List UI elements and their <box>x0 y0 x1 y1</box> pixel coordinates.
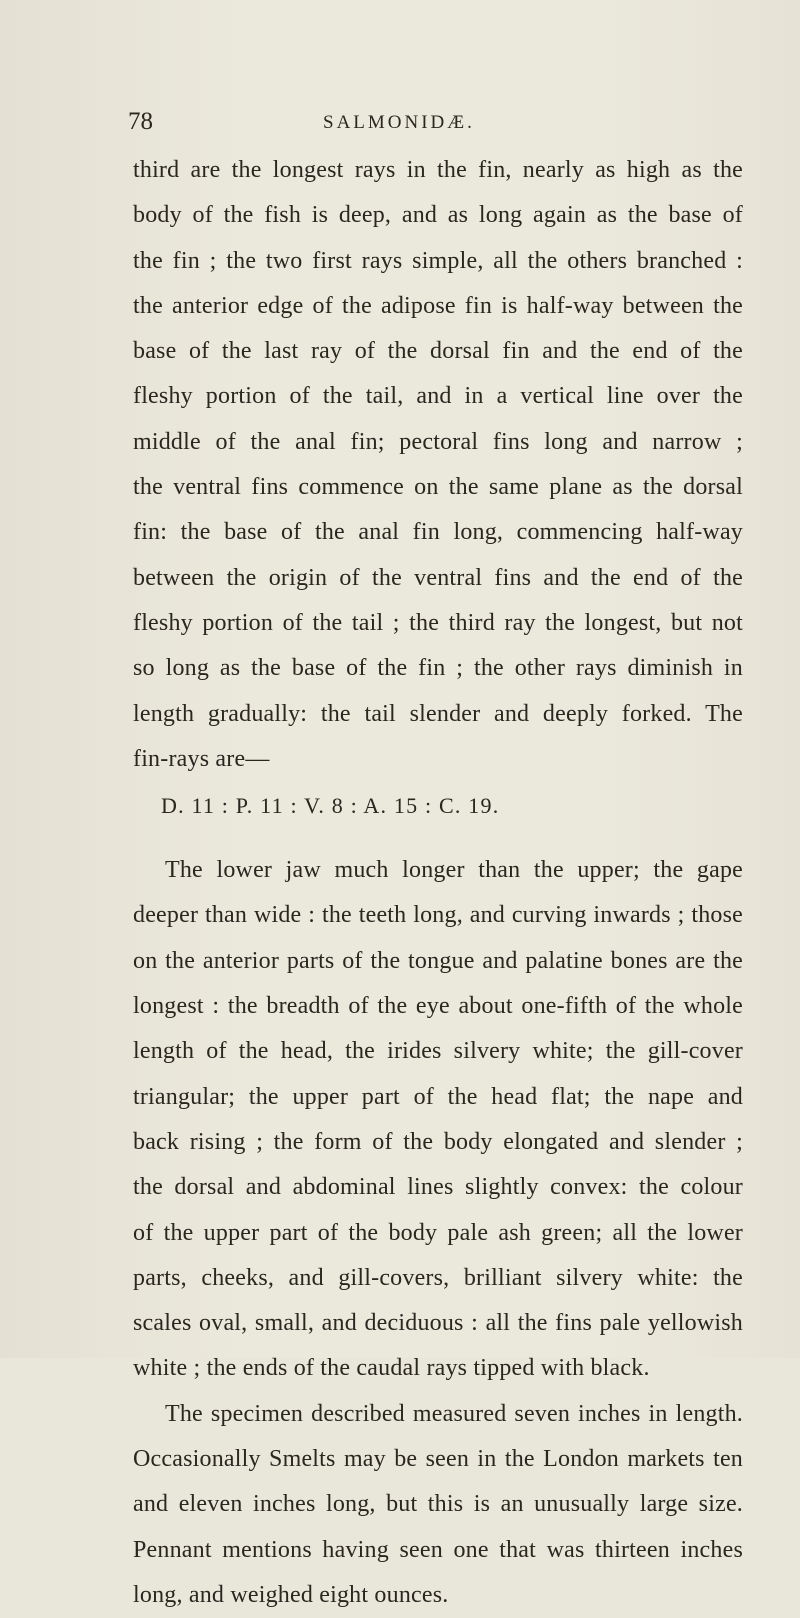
running-title: SALMONIDÆ. <box>323 112 475 133</box>
text-line: the fin ; the two first rays simple, all the others branched : <box>133 247 743 274</box>
text-line: Occasionally Smelts may be seen in the London markets ten <box>133 1446 743 1473</box>
page-header <box>128 108 728 138</box>
text-line: on the anterior parts of the tongue and palatine bones are the <box>133 947 743 974</box>
text-line: base of the last ray of the dorsal fin and the end of the <box>133 338 743 365</box>
text-line: between the origin of the ventral fins and the end of the <box>133 564 743 591</box>
text-line: middle of the anal fin; pectoral fins long and narrow ; <box>133 428 743 455</box>
text-line: triangular; the upper part of the head flat; the nape and <box>133 1083 743 1110</box>
text-line: scales oval, small, and deciduous : all the fins pale yellowish <box>133 1310 743 1337</box>
text-line: the ventral fins commence on the same plane as the dorsal <box>133 474 743 501</box>
body-text <box>133 148 743 1618</box>
text-line: long, and weighed eight ounces. <box>133 1581 449 1608</box>
page-number: 78 <box>128 108 153 135</box>
text-line: fin-rays are— <box>133 745 270 772</box>
paragraph-fin-description <box>133 148 743 782</box>
text-line: length gradually: the tail slender and deeply forked. The <box>133 700 743 727</box>
text-line: the anterior edge of the adipose fin is half-way between the <box>133 292 743 319</box>
text-line: longest : the breadth of the eye about one-fifth of the whole <box>133 993 743 1020</box>
text-line: fleshy portion of the tail ; the third ray the longest, but not <box>133 609 743 636</box>
text-line: the dorsal and abdominal lines slightly convex: the colour <box>133 1174 743 1201</box>
text-line: deeper than wide : the teeth long, and curving inwards ; those <box>133 902 743 929</box>
paragraph-specimen-size <box>133 1392 743 1618</box>
text-line: parts, cheeks, and gill-covers, brilliant silvery white: the <box>133 1264 743 1291</box>
text-line: Pennant mentions having seen one that was thirteen inches <box>133 1536 743 1563</box>
text-line: white ; the ends of the caudal rays tipped with black. <box>133 1355 650 1382</box>
text-line: The lower jaw much longer than the upper; the gape <box>165 857 743 884</box>
text-line: fleshy portion of the tail, and in a vertical line over the <box>133 383 743 410</box>
text-line: back rising ; the form of the body elongated and slender ; <box>133 1128 743 1155</box>
text-line: so long as the base of the fin ; the other rays diminish in <box>133 655 743 682</box>
text-line: and eleven inches long, but this is an unusually large size. <box>133 1491 743 1518</box>
text-line: fin: the base of the anal fin long, commencing half-way <box>133 519 743 546</box>
text-line: The specimen described measured seven inches in length. <box>165 1400 743 1427</box>
paragraph-body-description <box>133 848 743 1392</box>
text-line: body of the fish is deep, and as long again as the base of <box>133 202 743 229</box>
text-line: length of the head, the irides silvery white; the gill-cover <box>133 1038 743 1065</box>
fin-ray-formula: D. 11 : P. 11 : V. 8 : A. 15 : C. 19. <box>161 793 500 819</box>
text-line: of the upper part of the body pale ash green; all the lower <box>133 1219 743 1246</box>
text-line: third are the longest rays in the fin, nearly as high as the <box>133 157 743 183</box>
